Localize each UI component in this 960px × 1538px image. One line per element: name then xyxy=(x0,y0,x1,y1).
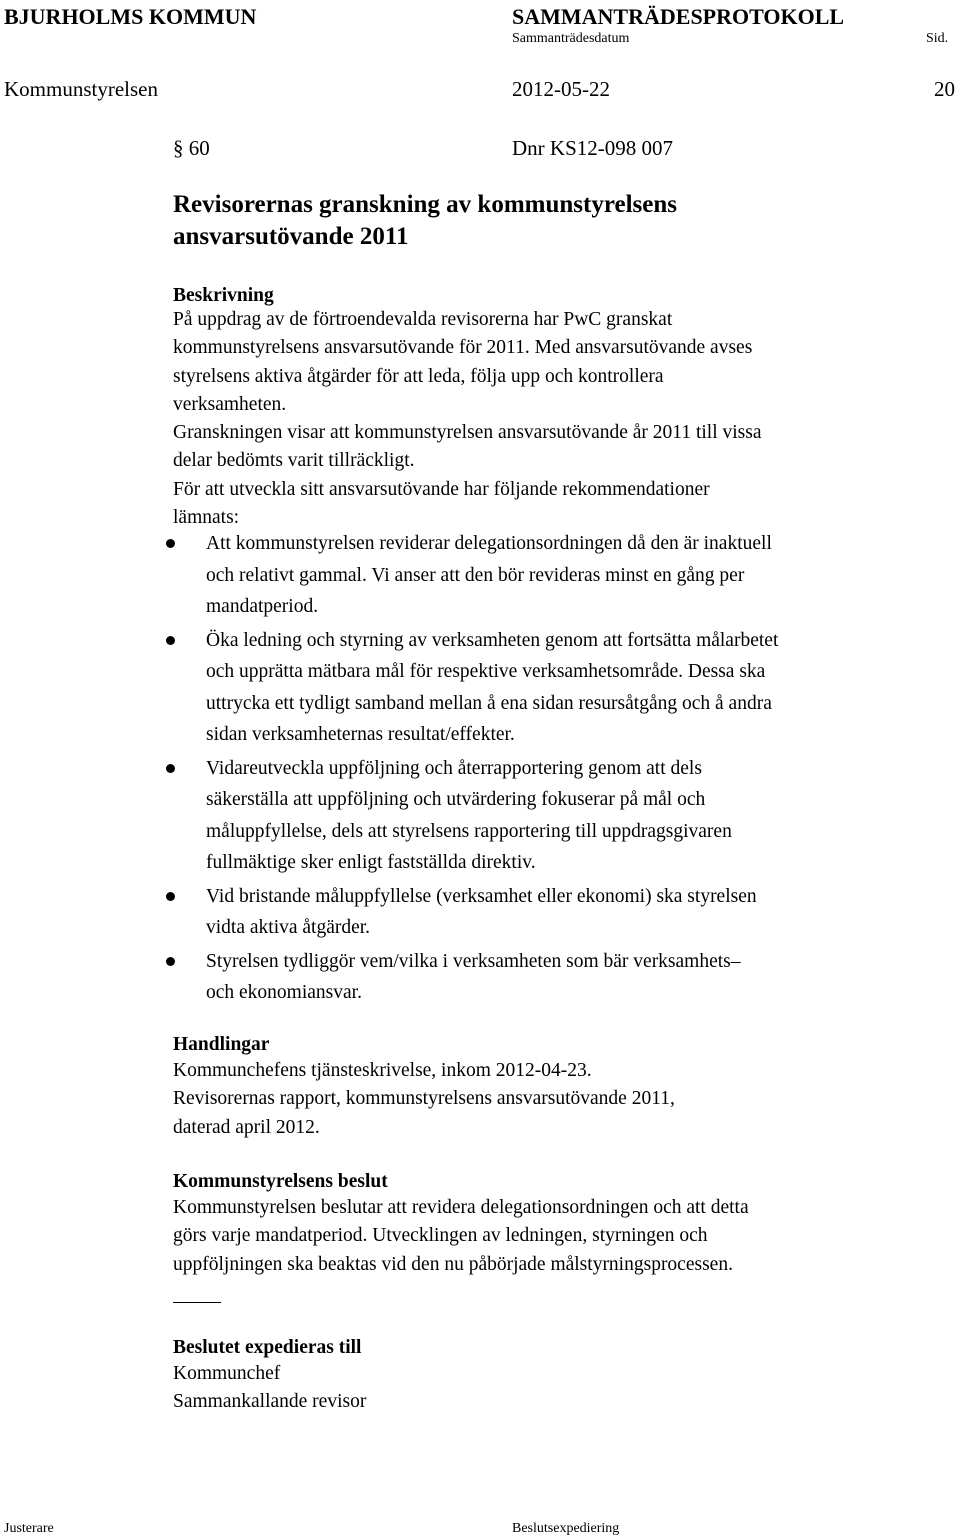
list-item-line: Öka ledning och styrning av verksamheten genom att fortsätta målarbetet xyxy=(206,629,779,651)
bullet-icon xyxy=(166,636,175,645)
paragraph-number: § 60 xyxy=(173,136,210,160)
bullet-icon xyxy=(166,539,175,548)
description-line: verksamheten. xyxy=(173,393,287,415)
list-item xyxy=(166,625,906,751)
footer-adjuster-label: Justerare xyxy=(4,1521,54,1536)
list-item-line: och relativt gammal. Vi anser att den bör revideras minst en gång per xyxy=(206,564,745,586)
list-item-line: fullmäktige sker enligt fastställda direktiv. xyxy=(206,852,536,873)
decision-line: Kommunstyrelsen beslutar att revidera delegationsordningen och att detta xyxy=(173,1197,749,1218)
title-line: Revisorernas granskning av kommunstyrelsens xyxy=(173,191,677,218)
list-item-line: och ekonomiansvar. xyxy=(206,982,362,1003)
list-item-line: sidan verksamheternas resultat/effekter. xyxy=(206,724,515,745)
list-item xyxy=(166,753,906,879)
meeting-date-label: Sammanträdesdatum xyxy=(512,31,630,46)
meeting-date: 2012-05-22 xyxy=(512,77,610,101)
list-item xyxy=(166,528,906,623)
bullet-icon xyxy=(166,764,175,773)
list-item-line: uttrycka ett tydligt samband mellan å ena sidan resursåtgång och å andra xyxy=(206,692,772,714)
description-line: Granskningen visar att kommunstyrelsen ansvarsutövande år 2011 till vissa xyxy=(173,422,762,444)
description-line: På uppdrag av de förtroendevalda revisorerna har PwC granskat xyxy=(173,309,673,330)
list-item xyxy=(166,946,906,1009)
description-line: styrelsens aktiva åtgärder för att leda, följa upp och kontrollera xyxy=(173,365,664,387)
description-line: lämnats: xyxy=(173,507,240,529)
list-item-line: säkerställa att uppföljning och utvärdering fokuserar på mål och xyxy=(206,789,706,810)
case-number: Dnr KS12-098 007 xyxy=(512,136,673,160)
document-line: Kommunchefens tjänsteskrivelse, inkom 2012-04-23. xyxy=(173,1060,592,1081)
description-line: kommunstyrelsens ansvarsutövande för 2011. Med ansvarsutövande avses xyxy=(173,337,753,359)
list-item-line: Styrelsen tydliggör vem/vilka i verksamheten som bär verksamhets– xyxy=(206,950,741,972)
documents-text xyxy=(173,1057,675,1142)
description-line: delar bedömts varit tillräckligt. xyxy=(173,450,415,472)
page-label: Sid. xyxy=(926,31,949,46)
recommendation-list xyxy=(166,528,906,1011)
description-heading: Beskrivning xyxy=(173,285,274,306)
list-item-line: Vid bristande måluppfyllelse (verksamhet eller ekonomi) ska styrelsen xyxy=(206,885,757,907)
recipient: Kommunchef xyxy=(173,1363,281,1384)
list-item-line: Vidareutveckla uppföljning och återrapportering genom att dels xyxy=(206,757,702,779)
page-number: 20 xyxy=(934,77,955,101)
separator-line xyxy=(173,1302,221,1303)
footer-dispatch-label: Beslutsexpediering xyxy=(512,1521,620,1536)
dispatch-heading: Beslutet expedieras till xyxy=(173,1337,362,1358)
dispatch-recipients xyxy=(173,1360,366,1417)
description-line: För att utveckla sitt ansvarsutövande har följande rekommendationer xyxy=(173,478,710,500)
decision-line: görs varje mandatperiod. Utvecklingen av ledningen, styrningen och xyxy=(173,1225,708,1247)
committee-name: Kommunstyrelsen xyxy=(4,77,158,101)
description-text xyxy=(173,306,762,532)
document-line: Revisorernas rapport, kommunstyrelsens ansvarsutövande 2011, xyxy=(173,1088,675,1110)
list-item xyxy=(166,881,906,944)
list-item-line: och upprätta mätbara mål för respektive verksamhetsområde. Dessa ska xyxy=(206,661,766,682)
title-line: ansvarsutövande 2011 xyxy=(173,223,409,250)
protocol-title: SAMMANTRÄDESPROTOKOLL xyxy=(512,4,845,29)
bullet-icon xyxy=(166,957,175,966)
documents-heading: Handlingar xyxy=(173,1034,270,1055)
list-item-line: måluppfyllelse, dels att styrelsens rapportering till uppdragsgivaren xyxy=(206,820,732,842)
decision-text xyxy=(173,1194,749,1279)
bullet-icon xyxy=(166,892,175,901)
list-item-line: Att kommunstyrelsen reviderar delegationsordningen då den är inaktuell xyxy=(206,533,772,554)
document-line: daterad april 2012. xyxy=(173,1116,320,1138)
recipient: Sammankallande revisor xyxy=(173,1391,367,1413)
page-title xyxy=(173,189,677,253)
decision-line: uppföljningen ska beaktas vid den nu påbörjade målstyrningsprocessen. xyxy=(173,1253,733,1275)
municipality-name: BJURHOLMS KOMMUN xyxy=(4,4,257,29)
list-item-line: mandatperiod. xyxy=(206,596,319,617)
decision-heading: Kommunstyrelsens beslut xyxy=(173,1171,388,1192)
list-item-line: vidta aktiva åtgärder. xyxy=(206,917,371,938)
